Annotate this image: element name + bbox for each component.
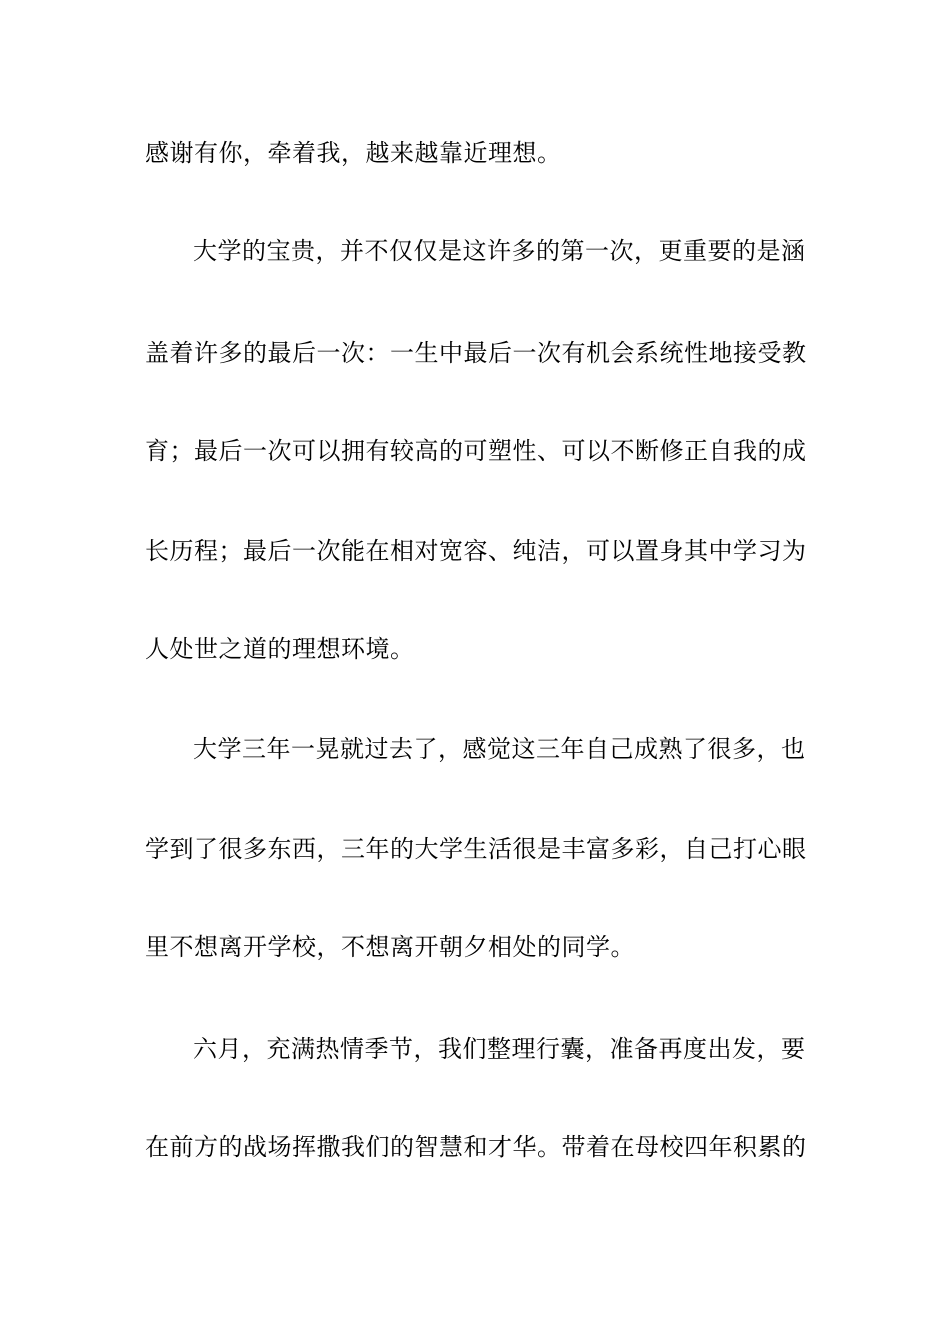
text-line-1: 感谢有你，牵着我，越来越靠近理想。: [145, 139, 562, 167]
text-line-4: 育；最后一次可以拥有较高的可塑性、可以不断修正自我的成: [145, 437, 807, 465]
text-line-6: 人处世之道的理想环境。: [145, 635, 415, 663]
text-line-9: 里不想离开学校，不想离开朝夕相处的同学。: [145, 933, 635, 961]
text-line-3: 盖着许多的最后一次：一生中最后一次有机会系统性地接受教: [145, 339, 807, 367]
text-line-11: 在前方的战场挥撒我们的智慧和才华。带着在母校四年积累的: [145, 1133, 807, 1161]
text-line-5: 长历程；最后一次能在相对宽容、纯洁，可以置身其中学习为: [145, 537, 807, 565]
paragraph-start-line-2: 大学的宝贵，并不仅仅是这许多的第一次，更重要的是涵: [193, 237, 806, 265]
paragraph-start-line-10: 六月，充满热情季节，我们整理行囊，准备再度出发，要: [193, 1035, 806, 1063]
paragraph-start-line-7: 大学三年一晃就过去了，感觉这三年自己成熟了很多，也: [193, 735, 806, 763]
text-line-8: 学到了很多东西，三年的大学生活很是丰富多彩，自己打心眼: [145, 835, 807, 863]
